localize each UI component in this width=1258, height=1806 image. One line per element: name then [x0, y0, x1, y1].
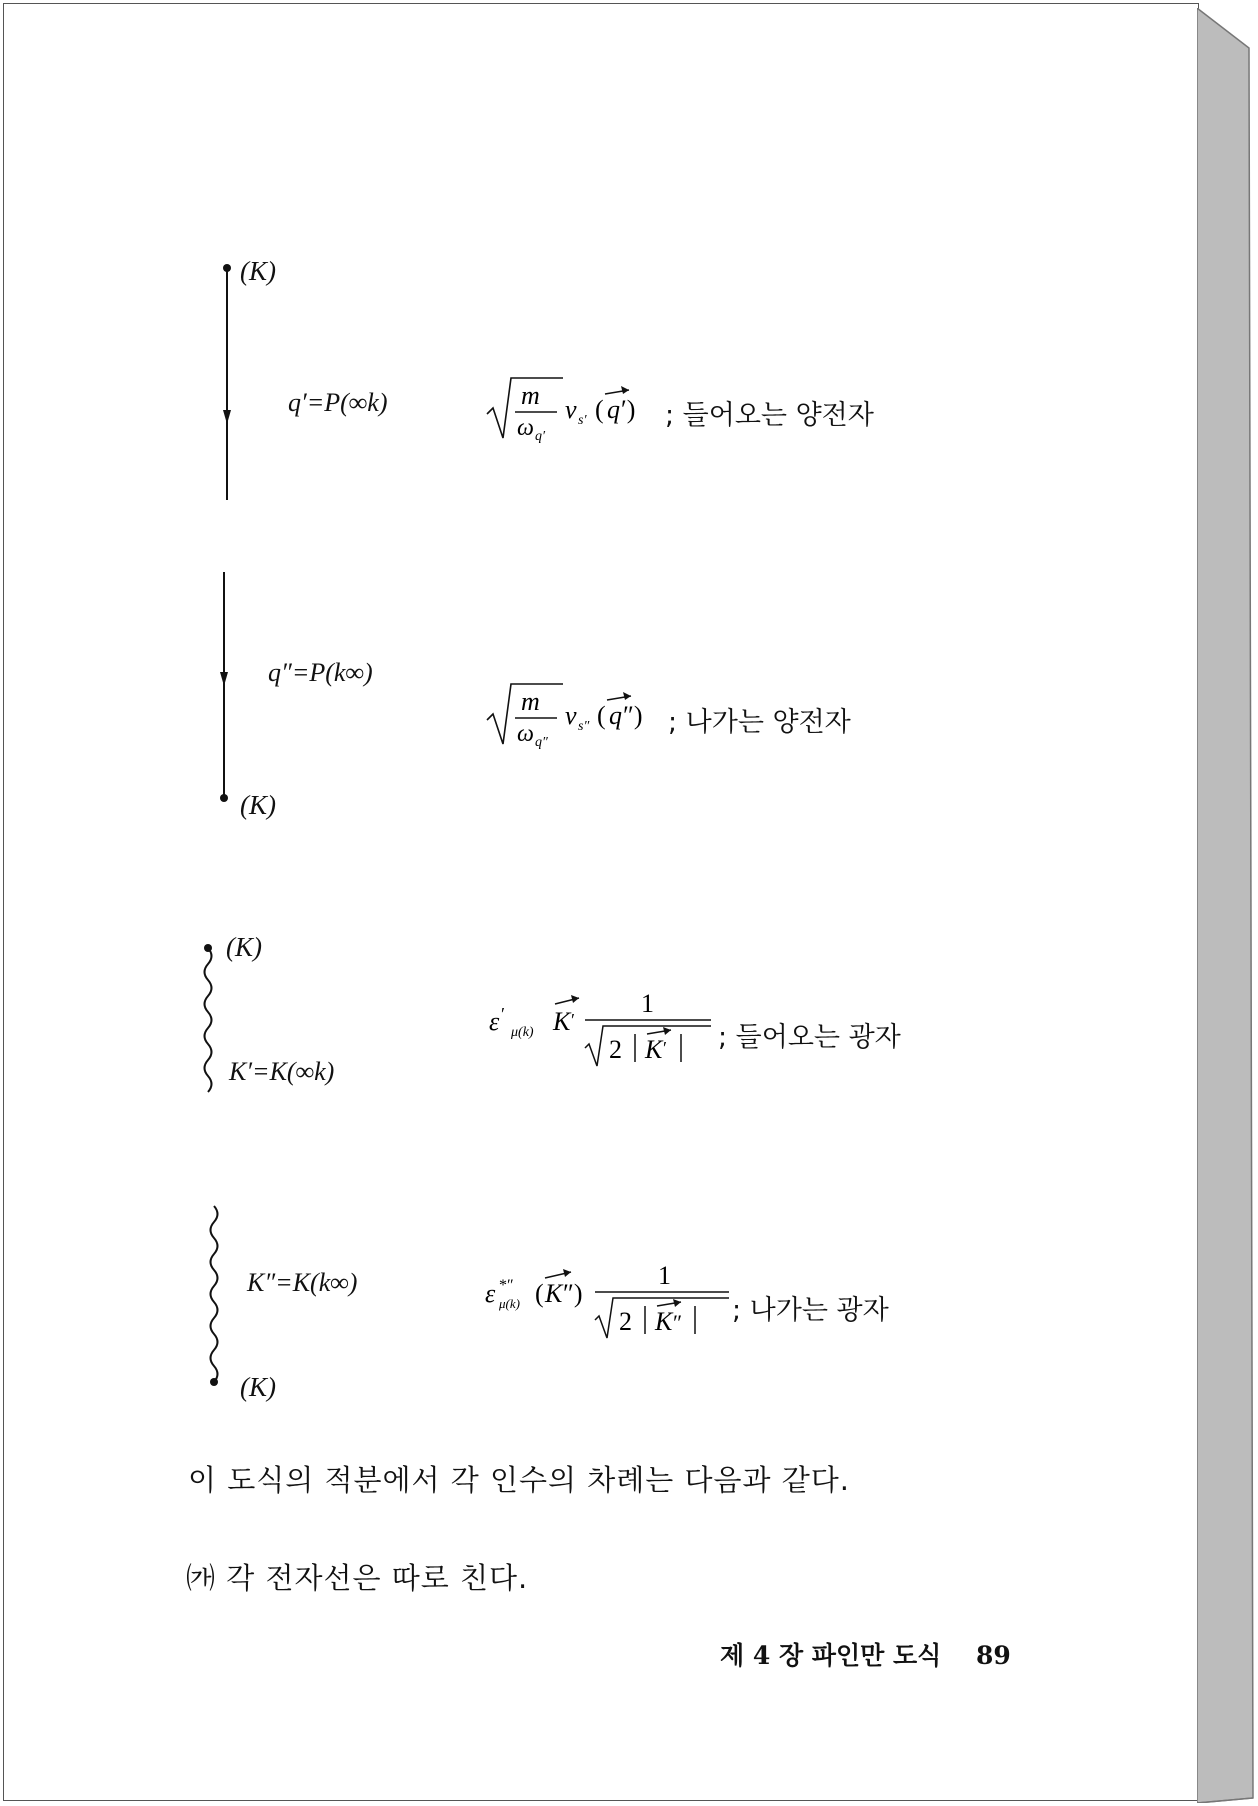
svg-text:ε: ε	[485, 1279, 496, 1308]
book-page	[3, 3, 1199, 1801]
incoming-photon-line	[198, 938, 228, 1108]
incoming-photon-factor	[485, 990, 725, 1080]
svg-text:μ(k): μ(k)	[499, 1296, 520, 1311]
chapter-title: 제 4 장 파인만 도식	[720, 1641, 942, 1670]
svg-text:s″: s″	[578, 719, 590, 734]
svg-text:1: 1	[641, 989, 654, 1018]
description: ; 나가는 광자	[732, 1295, 889, 1326]
svg-text:μ(k): μ(k)	[511, 1025, 534, 1040]
svg-text:m: m	[521, 381, 540, 410]
vertex-label: (K)	[240, 256, 276, 286]
svg-text:K: K	[553, 1007, 571, 1036]
outgoing-positron-line	[215, 572, 245, 812]
running-footer	[720, 1636, 1011, 1672]
svg-text:′: ′	[571, 1010, 575, 1030]
svg-text:′): ′)	[621, 395, 636, 424]
svg-text:q: q	[607, 395, 620, 424]
outgoing-positron-factor	[485, 680, 685, 750]
svg-text:v: v	[565, 395, 577, 424]
svg-text:q: q	[609, 701, 622, 730]
momentum-label: q″=P(k∞)	[268, 658, 373, 687]
outgoing-photon-line	[202, 1202, 232, 1392]
svg-text:ε: ε	[489, 1007, 500, 1036]
svg-text:″: ″	[673, 1310, 683, 1335]
incoming-positron-line	[218, 260, 248, 510]
svg-text:v: v	[565, 701, 577, 730]
outgoing-photon-factor	[483, 1262, 743, 1352]
description: ; 나가는 양전자	[668, 707, 851, 738]
svg-text:″): ″)	[623, 701, 643, 730]
svg-text:K: K	[545, 1279, 563, 1308]
vertex-label: (K)	[240, 790, 276, 820]
page-edge-shadow	[1197, 8, 1255, 1803]
svg-text:q″: q″	[535, 735, 548, 750]
svg-text:2: 2	[619, 1307, 632, 1336]
description: ; 들어오는 양전자	[665, 400, 874, 431]
list-item: ㈎ 각 전자선은 따로 친다.	[186, 1561, 529, 1595]
svg-text:K: K	[655, 1307, 673, 1336]
momentum-label: K″=K(k∞)	[247, 1268, 358, 1297]
svg-text:(: (	[597, 701, 606, 730]
svg-text:s′: s′	[578, 413, 587, 428]
momentum-label: q′=P(∞k)	[288, 388, 388, 417]
momentum-label: K′=K(∞k)	[229, 1057, 335, 1086]
svg-text:m: m	[521, 687, 540, 716]
svg-text:′: ′	[663, 1038, 667, 1058]
svg-text:K: K	[645, 1035, 663, 1064]
vertex-label: (K)	[240, 1372, 276, 1402]
vertex-label: (K)	[226, 932, 262, 962]
svg-text:2: 2	[609, 1035, 622, 1064]
svg-text:′: ′	[501, 1004, 505, 1024]
svg-text:ω: ω	[517, 415, 534, 441]
svg-text:″): ″)	[563, 1279, 583, 1308]
svg-text:ω: ω	[517, 721, 534, 747]
incoming-positron-factor	[485, 374, 685, 444]
svg-text:1: 1	[658, 1261, 671, 1290]
description: ; 들어오는 광자	[718, 1022, 901, 1053]
svg-text:(: (	[535, 1279, 544, 1308]
paragraph-text: 이 도식의 적분에서 각 인수의 차례는 다음과 같다.	[188, 1463, 851, 1497]
page-number: 89	[975, 1641, 1011, 1670]
svg-text:q′: q′	[535, 429, 546, 444]
svg-text:(: (	[595, 395, 604, 424]
svg-text:*″: *″	[499, 1277, 514, 1294]
